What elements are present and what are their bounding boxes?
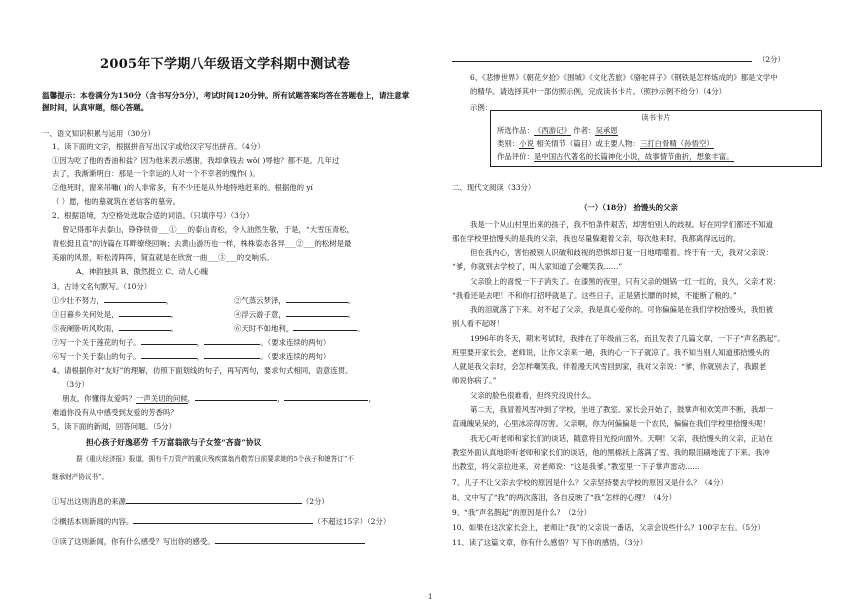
answer-blank[interactable] [133, 523, 313, 524]
answer-blank[interactable] [204, 358, 260, 359]
q1-line-3: ②他死时，窗来吊㗀( )的人非常多，有不少还是从外地特地赶来的。根据他的 yí [52, 183, 313, 192]
q1-line-4: （ ）愿，他的墓就筑在老信客的墓旁。 [52, 197, 180, 206]
answer-blank[interactable] [126, 503, 302, 504]
q4-line-1: 朋友，你懂得友爱吗？一声关切的问候， ， ， [62, 394, 376, 403]
card-row-2 [497, 140, 714, 149]
q4-line-2: 难道你没有从中感受到友爱的芳香吗？ [52, 408, 178, 417]
passage-line: 我是一个从山村里出来的孩子，我不怕条件艰苦，却害怕别人的歧视。好在同学们都还不知道 [470, 220, 774, 229]
question-4: 4、请根据你对“友好”的理解，仿照下面划线的句子，再写两句，要求句式相同，语意连贯。 [52, 366, 353, 375]
passage-line: 直魂魄呆呆的，心里冰凉得厉害。父亲啊，你为何偏偏是一个农民，偏偏在我们学校里拾馒头呢！ [452, 419, 770, 428]
q4-points: （3分） [62, 380, 89, 389]
news-title: 担心孩子好逸恶劳 千万富翁欲与子女签“吝啬”协议 [86, 438, 262, 447]
q3-row-1b: ②气蒸云梦泽， 。 [234, 296, 356, 305]
passage-line: 出教室，将父亲拉进来，对老师说：“这是我爹。”教室里一下子掌声雷动…… [452, 462, 700, 471]
question-6-line-2: 的精华。请选择其中一部仿照示例，完成读书卡片。（照抄示例不给分）（4分） [470, 87, 726, 96]
news-line-2: 继承财产协议书”。 [52, 473, 109, 481]
q5-part-2-points: （不超过15字）（2分） [313, 517, 391, 526]
card-row-3 [497, 153, 734, 162]
question-9: 9、“我”声名鹊起”的原因是什么？（2分） [452, 508, 591, 517]
q3-item-4: ④浮云游子意， [234, 310, 286, 319]
answer-blank[interactable] [293, 330, 357, 331]
passage-line: 班里要开家长会，老师说，让你父亲来一趟，我的心一下子就凉了。我不知当别人知道那拾馒头的 [452, 348, 770, 357]
answer-blank[interactable] [284, 400, 368, 401]
card-heading: 读书卡片 [641, 113, 671, 122]
passage-line: 那在学校里拾馒头的是我的父亲，我也尽量躲避着父亲，每次他来时，我都离得远远的。 [452, 234, 741, 243]
q4-sample-underlined: 一声关切的问候 [135, 394, 188, 403]
q3-row-4: ⑦写一个关于莲花的句子。 ， 。（要求连续的两句） [52, 338, 331, 347]
q5-part-1 [52, 498, 329, 506]
q2-line-2: 青松挺且直”的诗篇在耳畔缭绕回响；去黄山游历也一样，株株姿态各异___②___的松树是最 [52, 239, 352, 248]
answer-blank[interactable] [195, 400, 277, 401]
q3-row-1: ①少壮不努力， ， [52, 296, 174, 305]
card-plot-label: 相关情节（篇目）或主要人物： [533, 139, 640, 148]
card-review-label: 作品评价： [497, 152, 534, 161]
q3-row-3b: ⑥天时不如地利， 。 [234, 324, 365, 333]
q3-row-2b: ④浮云游子意， 。 [234, 310, 356, 319]
question-8: 8、文中写了“我”的两次落泪，各自反映了“我”怎样的心理？（4分） [452, 493, 677, 502]
q3-item-7-note: 。（要求连续的两句） [260, 338, 331, 347]
q5-part-3 [52, 538, 365, 546]
answer-blank[interactable] [452, 61, 752, 62]
q2-line-1: 曾记得那年去泰山，铮铮铁骨___①___的泰山青松，令人油然生敬，于是，“大雪压青松， [62, 225, 355, 234]
q3-item-7: ⑦写一个关于莲花的句子。 [52, 338, 141, 347]
card-genre-label: 类别： [497, 139, 520, 148]
q2-line-3: 美丽的风景，听松涛阵阵，简直就是在欣赏一曲___③___的交响乐。 [52, 253, 274, 262]
answer-blank[interactable] [104, 302, 166, 303]
passage-line: 第二天，我冒着风雪冲到了学校，坐进了教室。家长会开始了，鼓掌声和欢笑声不断，我却一 [470, 405, 774, 414]
q5-part-1-points: （2分） [301, 497, 329, 506]
q5-part-2 [52, 518, 390, 526]
passage-line: 师说你病了。” [452, 376, 497, 385]
section-2-heading: 二、现代文阅读（33分） [452, 183, 536, 192]
q1-line-1: ①因为吃了他的香油和盐？因为他来表示感谢，我却拿钱去 wǒ( )辱他？都不是。几年过 [52, 156, 340, 165]
q3-row-5: ⑥写一个关于泰山的句子。 ， 。（要求连续的两句） [52, 352, 331, 361]
top-answer-line [452, 56, 785, 64]
answer-blank[interactable] [204, 344, 260, 345]
passage-line: “我看还是去吧！不和你打招呼就是了。这些日子，正是猪长膘的时候，不能断了粮的。” [452, 291, 737, 300]
q5-part-1-text: ①写出这则消息的来源 [52, 497, 126, 506]
question-11: 11、读了这篇文章，你有什么感悟？写下你的感悟。（3分） [452, 538, 648, 547]
q5-part-3-text: ③读了这则新闻，你有什么感受？写出你的感受。 [52, 537, 215, 546]
answer-blank[interactable] [286, 316, 348, 317]
answer-blank[interactable] [119, 330, 171, 331]
q3-row-2: ③日暮乡关何处是， 。 [52, 310, 178, 319]
q5-part-2-text: ②概括本则新闻的内容。 [52, 517, 134, 526]
card-row-1 [497, 127, 618, 136]
q2-options: A、神韵独具 B、傲然挺立 C、动人心魄 [76, 267, 208, 276]
card-work-value: 《西游记》 [533, 126, 571, 135]
passage-line: 别人看不起呀！ [452, 319, 504, 328]
q3-item-6: ⑥天时不如地利， [234, 324, 294, 333]
exam-tip: 温馨提示：本卷满分为150分（含书写分5分），考试时间120分钟。所有试题答案均答在答题卷上，请注意掌握时间，认真审题，细心答题。 [42, 91, 410, 112]
answer-blank[interactable] [141, 358, 197, 359]
answer-blank[interactable] [286, 302, 348, 303]
news-line-1: 据《重庆经济报》报道，拥有千万资产的重庆残疾富翁肖敬芳日前要求她的5个孩子和媳答订“不 [76, 455, 354, 463]
q3-row-3: ⑤夜阑卧听风吹雨， 。 [52, 324, 178, 333]
question-7: 7、儿子不让父亲去学校的原因是什么？父亲坚持要去学校的原因又是什么？（4分） [452, 478, 728, 487]
passage-line: 我无心听老师和家长们的谈话，随意将目光投向窗外。天啊！父亲，我拾馒头的父亲，正站在 [470, 434, 774, 443]
q3-item-3: ③日暮乡关何处是， [52, 310, 119, 319]
example-label: 示例： [470, 103, 493, 112]
passage-line: 父亲的脸色很难看，但终究没说什么。 [470, 391, 596, 400]
answer-blank[interactable] [141, 344, 197, 345]
exam-title: 2005年下学期八年级语文学科期中测试卷 [100, 57, 351, 72]
answer-blank[interactable] [119, 316, 171, 317]
card-plot-value: 三打白骨精（孙悟空） [639, 139, 714, 148]
passage-line: 父亲脸上的喜悦一下子消失了。在漆黑的夜里，只有父亲的烟锅一红一红的，良久，父亲才说： [470, 277, 781, 286]
card-author-value: 吴承恩 [595, 126, 618, 135]
passage-line: 但在我内心，害怕被别人识破和歧视的恐惧却日复一日地啃噬着。终于有一天，我对父亲说： [470, 248, 774, 257]
q4-sample-start: 朋友，你懂得友爱吗？ [62, 394, 136, 403]
q3-item-5: ⑤夜阑卧听风吹雨， [52, 324, 119, 333]
passage-line: 教室外面认真地聆听老师和家长们的谈话，他的黑棉袄上落满了雪。我的眼泪刷地流了下来。我冲 [452, 448, 770, 457]
question-6-line-1: 6、《悲惨世界》《朝花夕拾》《围城》《文化苦旅》《骆驼祥子》《钢铁是怎样炼成的》都是文学中 [470, 73, 778, 82]
question-2: 2、根据语境，为空格处选取合适的词语。（只填序号）（3分） [52, 211, 254, 220]
reading-card [490, 110, 822, 167]
card-work-label: 所选作品： [497, 126, 534, 135]
reading-title: （一）（18分） 拾馒头的父亲 [580, 203, 678, 212]
section-1-heading: 一、语文知识积累与运用（30分） [42, 129, 155, 138]
card-review-value: 是中国古代著名的长篇神化小说，故事情节曲折，想象丰富。 [533, 152, 734, 161]
question-3: 3、古诗文名句默写。（10分） [52, 282, 152, 291]
passage-line: 1996年的冬天，期末考试时，我排在了年级前三名，而且发表了几篇文章，一下子“声名鹊起”。 [470, 334, 785, 343]
q3-item-2: ②气蒸云梦泽， [234, 296, 286, 305]
q3-item-8-note: 。（要求连续的两句） [260, 352, 331, 361]
q1-line-2: 去了，我渐渐明白：那是一个幸运的人对一个不幸者的愧怍( )。 [52, 169, 260, 178]
question-10: 10、如果在这次家长会上，老师让“我”的父亲说一番话，父亲会说些什么？100字左右。（5分） [452, 523, 765, 532]
passage-line: 人就是我父亲时，会怎样嘲笑我。伴着漫天风雪回到家，我对父亲说：“爹，你就别去了，我跟老 [452, 362, 767, 371]
passage-line: “爹，你就别去学校了，叫人家知道了会嘲笑我……” [452, 262, 623, 271]
card-author-label: 作者： [570, 126, 596, 135]
answer-blank[interactable] [215, 543, 365, 544]
question-5: 5、读下面的新闻，回答问题。（5分） [52, 422, 176, 431]
question-1: 1、读下面的文字，根据拼音写出汉字或给汉字写出拼音。（4分） [52, 142, 265, 151]
q3-item-1: ①少壮不努力， [52, 296, 104, 305]
passage-line: 我的泪就落了下来。对不起了父亲，我是真心爱你的。可你偏偏是在我们学校拾馒头，我怕被 [470, 305, 774, 314]
q3-item-8: ⑥写一个关于泰山的句子。 [52, 352, 141, 361]
top-points: （2分） [758, 55, 785, 64]
page-number: 1 [428, 593, 433, 601]
card-genre-value: 小说 [519, 139, 534, 148]
